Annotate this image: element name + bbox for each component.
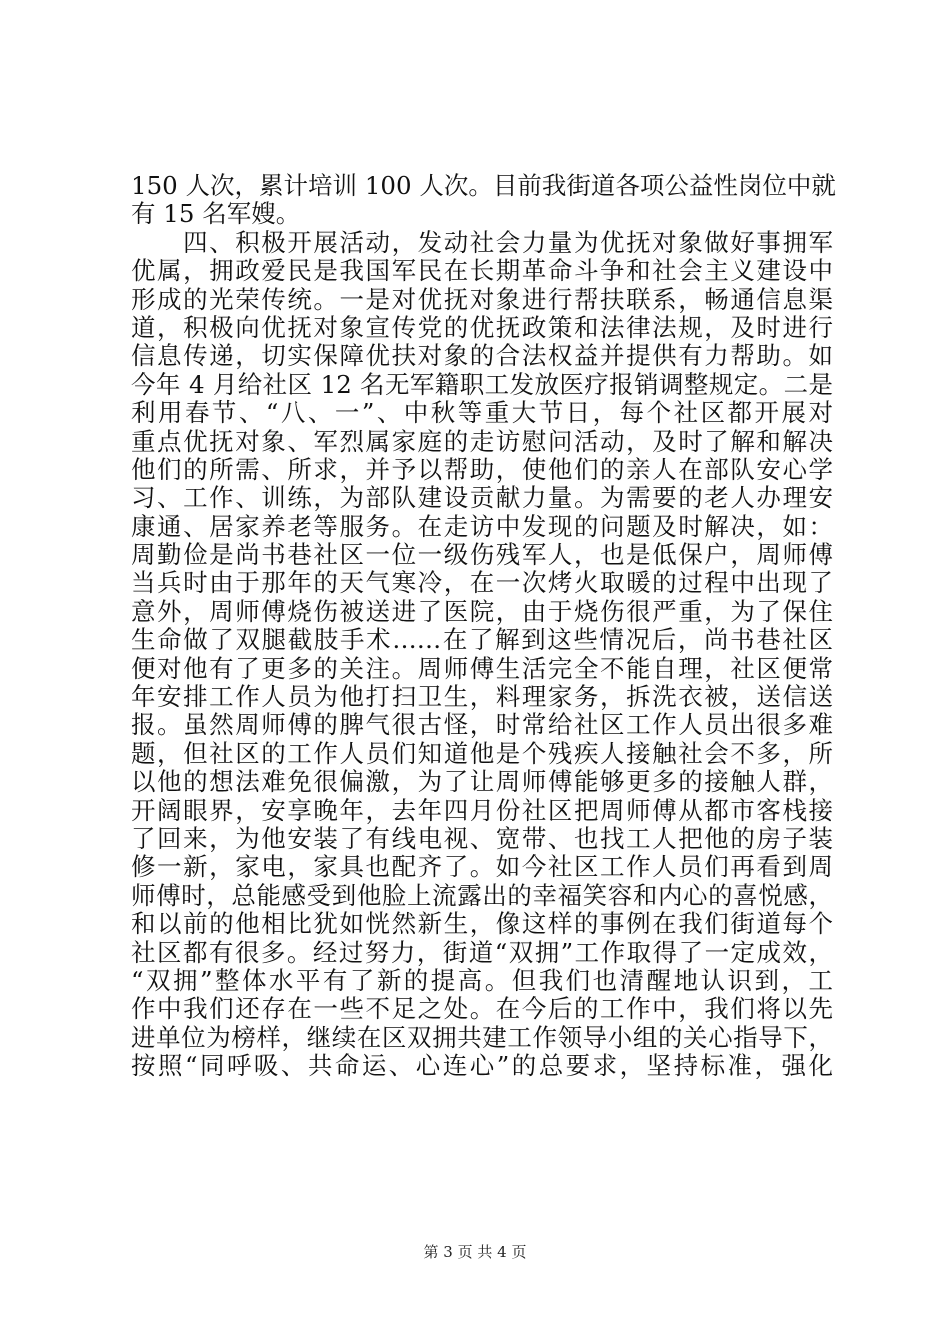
page-footer [0, 1242, 950, 1262]
text-line: 今年 4 月给社区 12 名无军籍职工发放医疗报销调整规定。二是 [131, 369, 833, 399]
text-line: 进单位为榜样，继续在区双拥共建工作领导小组的关心指导下， [131, 1022, 833, 1052]
document-body [131, 171, 836, 1081]
text-line: “双拥”整体水平有了新的提高。但我们也清醒地认识到，工 [131, 965, 833, 995]
text-line: 和以前的他相比犹如恍然新生，像这样的事例在我们街道每个 [131, 909, 833, 939]
text-line: 形成的光荣传统。一是对优抚对象进行帮扶联系，畅通信息渠 [131, 284, 833, 314]
text-line: 了回来，为他安装了有线电视、宽带、也找工人把他的房子装 [131, 823, 833, 853]
text-line: 题，但社区的工作人员们知道他是个残疾人接触社会不多，所 [131, 738, 833, 768]
text-line: 信息传递，切实保障优扶对象的合法权益并提供有力帮助。如 [131, 341, 833, 371]
page-number-label: 第 3 页 共 4 页 [423, 1243, 527, 1261]
text-line: 有 15 名军嫂。 [131, 199, 301, 229]
text-line: 便对他有了更多的关注。周师傅生活完全不能自理，社区便常 [131, 653, 833, 683]
text-line: 周勤俭是尚书巷社区一位一级伤残军人，也是低保户，周师傅 [131, 540, 833, 570]
text-line: 当兵时由于那年的天气寒冷，在一次烤火取暖的过程中出现了 [131, 568, 833, 598]
text-line: 师傅时，总能感受到他脸上流露出的幸福笑容和内心的喜悦感， [131, 880, 833, 910]
text-line: 道，积极向优抚对象宣传党的优抚政策和法律法规，及时进行 [131, 312, 833, 342]
text-line: 按照“同呼吸、共命运、心连心”的总要求，坚持标准，强化 [131, 1051, 833, 1081]
text-line: 社区都有很多。经过努力，街道“双拥”工作取得了一定成效， [131, 937, 833, 967]
text-line: 以他的想法难免很偏激，为了让周师傅能够更多的接触人群， [131, 767, 833, 797]
text-line: 意外，周师傅烧伤被送进了医院，由于烧伤很严重，为了保住 [131, 596, 833, 626]
text-line: 优属，拥政爱民是我国军民在长期革命斗争和社会主义建设中 [131, 256, 833, 286]
text-line: 修一新，家电，家具也配齐了。如今社区工作人员们再看到周 [131, 852, 833, 882]
text-line: 150 人次，累计培训 100 人次。目前我街道各项公益性岗位中就 [131, 171, 836, 200]
text-line: 康通、居家养老等服务。在走访中发现的问题及时解决，如： [131, 511, 833, 541]
text-line: 他们的所需、所求，并予以帮助，使他们的亲人在部队安心学 [131, 454, 833, 484]
text-line: 作中我们还存在一些不足之处。在今后的工作中，我们将以先 [131, 994, 833, 1024]
text-line: 报。虽然周师傅的脾气很古怪，时常给社区工作人员出很多难 [131, 710, 833, 740]
text-line: 生命做了双腿截肢手术……在了解到这些情况后，尚书巷社区 [131, 625, 833, 655]
text-line: 利用春节、“八、一”、中秋等重大节日，每个社区都开展对 [131, 398, 833, 428]
text-line: 四、积极开展活动，发动社会力量为优抚对象做好事拥军 [131, 227, 833, 257]
text-line: 重点优抚对象、军烈属家庭的走访慰问活动，及时了解和解决 [131, 426, 833, 456]
text-line: 开阔眼界，安享晚年，去年四月份社区把周师傅从都市客栈接 [131, 795, 833, 825]
text-line: 习、工作、训练，为部队建设贡献力量。为需要的老人办理安 [131, 483, 833, 513]
text-line: 年安排工作人员为他打扫卫生，料理家务，拆洗衣被，送信送 [131, 682, 833, 712]
